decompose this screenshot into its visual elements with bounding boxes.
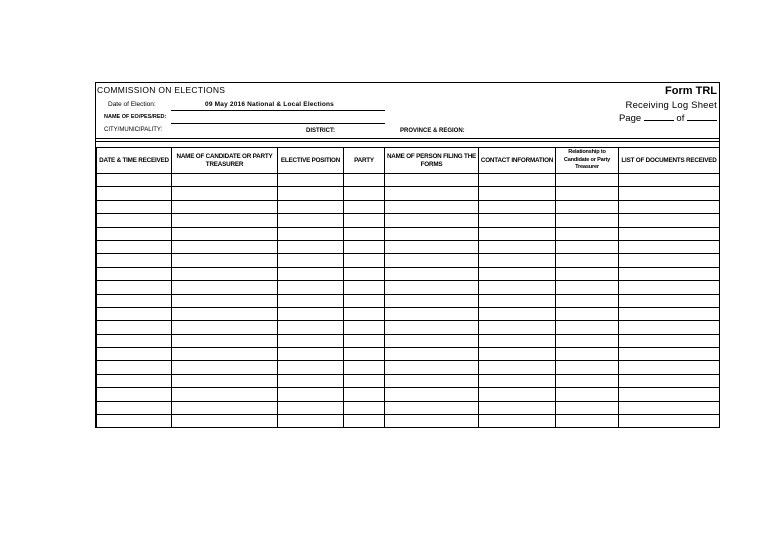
table-cell[interactable]	[619, 388, 720, 401]
table-cell[interactable]	[344, 415, 385, 428]
district-label: DISTRICT:	[306, 128, 335, 134]
column-header: ELECTIVE POSITION	[278, 148, 344, 174]
table-cell[interactable]	[172, 294, 278, 307]
table-cell[interactable]	[344, 361, 385, 374]
table-cell[interactable]	[385, 374, 479, 387]
table-cell[interactable]	[97, 307, 172, 320]
table-cell[interactable]	[278, 321, 344, 334]
table-cell[interactable]	[172, 374, 278, 387]
eo-name-label: NAME OF EO/PES/RED:	[104, 114, 167, 120]
table-cell[interactable]	[385, 415, 479, 428]
table-row	[97, 200, 720, 213]
page-of-label: of	[676, 113, 685, 124]
table-cell[interactable]	[97, 187, 172, 200]
table-cell[interactable]	[97, 294, 172, 307]
table-cell[interactable]	[479, 374, 556, 387]
table-cell[interactable]	[278, 401, 344, 414]
header-divider-bottom	[96, 141, 719, 142]
table-row	[97, 388, 720, 401]
table-cell[interactable]	[172, 254, 278, 267]
table-cell[interactable]	[385, 240, 479, 253]
table-cell[interactable]	[344, 227, 385, 240]
table-cell[interactable]	[344, 294, 385, 307]
table-cell[interactable]	[619, 415, 720, 428]
table-cell[interactable]	[278, 374, 344, 387]
table-cell[interactable]	[479, 254, 556, 267]
table-row	[97, 321, 720, 334]
table-cell[interactable]	[278, 281, 344, 294]
table-cell[interactable]	[385, 361, 479, 374]
table-cell[interactable]	[344, 307, 385, 320]
table-cell[interactable]	[172, 240, 278, 253]
table-row	[97, 174, 720, 187]
receiving-log-table	[96, 147, 720, 428]
table-cell[interactable]	[619, 361, 720, 374]
table-cell[interactable]	[97, 374, 172, 387]
table-cell[interactable]	[278, 240, 344, 253]
table-row	[97, 294, 720, 307]
table-cell[interactable]	[172, 174, 278, 187]
table-cell[interactable]	[479, 267, 556, 280]
table-cell[interactable]	[385, 174, 479, 187]
table-cell[interactable]	[619, 281, 720, 294]
table-cell[interactable]	[278, 214, 344, 227]
table-cell[interactable]	[278, 294, 344, 307]
table-cell[interactable]	[385, 227, 479, 240]
election-date-label: Date of Election:	[108, 101, 156, 108]
table-cell[interactable]	[385, 334, 479, 347]
table-cell[interactable]	[344, 187, 385, 200]
table-cell[interactable]	[556, 388, 619, 401]
table-cell[interactable]	[479, 361, 556, 374]
table-row	[97, 227, 720, 240]
table-cell[interactable]	[97, 174, 172, 187]
page-total-blank[interactable]	[687, 112, 717, 121]
table-cell[interactable]	[619, 214, 720, 227]
table-cell[interactable]	[172, 267, 278, 280]
table-cell[interactable]	[344, 174, 385, 187]
column-header: Relationship to Candidate or Party Treasurer	[556, 148, 619, 174]
table-cell[interactable]	[344, 214, 385, 227]
table-cell[interactable]	[619, 174, 720, 187]
table-cell[interactable]	[556, 415, 619, 428]
table-cell[interactable]	[619, 227, 720, 240]
table-cell[interactable]	[97, 334, 172, 347]
column-header: CONTACT INFORMATION	[479, 148, 556, 174]
table-cell[interactable]	[619, 321, 720, 334]
table-cell[interactable]	[479, 174, 556, 187]
table-row	[97, 401, 720, 414]
table-cell[interactable]	[97, 348, 172, 361]
table-cell[interactable]	[479, 200, 556, 213]
table-cell[interactable]	[97, 200, 172, 213]
table-cell[interactable]	[479, 388, 556, 401]
table-cell[interactable]	[278, 348, 344, 361]
table-cell[interactable]	[619, 401, 720, 414]
table-cell[interactable]	[172, 401, 278, 414]
table-row	[97, 348, 720, 361]
table-cell[interactable]	[556, 321, 619, 334]
table-cell[interactable]	[385, 401, 479, 414]
table-cell[interactable]	[556, 281, 619, 294]
table-cell[interactable]	[385, 294, 479, 307]
header-divider-top	[96, 138, 719, 139]
table-cell[interactable]	[172, 361, 278, 374]
province-label: PROVINCE & REGION:	[400, 128, 465, 134]
table-cell[interactable]	[344, 321, 385, 334]
election-date-value: 09 May 2016 National & Local Elections	[205, 101, 334, 108]
table-cell[interactable]	[619, 307, 720, 320]
table-cell[interactable]	[479, 240, 556, 253]
table-row	[97, 254, 720, 267]
table-cell[interactable]	[385, 254, 479, 267]
table-cell[interactable]	[619, 254, 720, 267]
table-cell[interactable]	[344, 388, 385, 401]
table-cell[interactable]	[172, 227, 278, 240]
table-cell[interactable]	[556, 267, 619, 280]
table-row	[97, 374, 720, 387]
table-cell[interactable]	[278, 254, 344, 267]
table-row	[97, 214, 720, 227]
table-cell[interactable]	[278, 334, 344, 347]
table-row	[97, 361, 720, 374]
table-cell[interactable]	[97, 401, 172, 414]
table-cell[interactable]	[479, 321, 556, 334]
table-cell[interactable]	[278, 388, 344, 401]
table-cell[interactable]	[619, 334, 720, 347]
table-row	[97, 240, 720, 253]
table-cell[interactable]	[344, 374, 385, 387]
table-cell[interactable]	[556, 307, 619, 320]
table-cell[interactable]	[619, 348, 720, 361]
table-cell[interactable]	[344, 267, 385, 280]
table-cell[interactable]	[172, 348, 278, 361]
table-cell[interactable]	[344, 254, 385, 267]
election-date-underline	[171, 110, 385, 111]
table-row	[97, 187, 720, 200]
city-label: CITY/MUNICIPALITY:	[104, 127, 163, 133]
column-header: LIST OF DOCUMENTS RECEIVED	[619, 148, 720, 174]
table-cell[interactable]	[278, 267, 344, 280]
table-row	[97, 415, 720, 428]
table-cell[interactable]	[556, 374, 619, 387]
table-cell[interactable]	[278, 174, 344, 187]
table-cell[interactable]	[556, 187, 619, 200]
table-cell[interactable]	[97, 361, 172, 374]
table-cell[interactable]	[97, 321, 172, 334]
table-row	[97, 267, 720, 280]
table-cell[interactable]	[385, 214, 479, 227]
table-cell[interactable]	[278, 415, 344, 428]
table-cell[interactable]	[479, 348, 556, 361]
page-label: Page	[618, 113, 642, 124]
column-header: PARTY	[344, 148, 385, 174]
table-cell[interactable]	[479, 187, 556, 200]
table-cell[interactable]	[556, 401, 619, 414]
table-cell[interactable]	[344, 281, 385, 294]
table-cell[interactable]	[385, 321, 479, 334]
table-cell[interactable]	[172, 415, 278, 428]
table-cell[interactable]	[385, 200, 479, 213]
table-cell[interactable]	[344, 348, 385, 361]
table-cell[interactable]	[479, 307, 556, 320]
table-cell[interactable]	[479, 401, 556, 414]
table-cell[interactable]	[385, 281, 479, 294]
table-cell[interactable]	[556, 254, 619, 267]
table-cell[interactable]	[278, 187, 344, 200]
table-cell[interactable]	[278, 227, 344, 240]
table-cell[interactable]	[479, 415, 556, 428]
table-cell[interactable]	[385, 307, 479, 320]
table-cell[interactable]	[479, 214, 556, 227]
table-cell[interactable]	[385, 267, 479, 280]
table-cell[interactable]	[97, 227, 172, 240]
sheet-title: Receiving Log Sheet	[625, 100, 717, 111]
table-cell[interactable]	[172, 187, 278, 200]
table-cell[interactable]	[97, 388, 172, 401]
column-header: NAME OF PERSON FILING THE FORMS	[385, 148, 479, 174]
table-cell[interactable]	[556, 334, 619, 347]
page-number-line	[619, 112, 717, 124]
table-cell[interactable]	[479, 294, 556, 307]
table-cell[interactable]	[278, 361, 344, 374]
table-cell[interactable]	[172, 321, 278, 334]
table-cell[interactable]	[619, 374, 720, 387]
table-cell[interactable]	[556, 214, 619, 227]
table-cell[interactable]	[172, 388, 278, 401]
table-cell[interactable]	[97, 240, 172, 253]
table-cell[interactable]	[172, 200, 278, 213]
table-cell[interactable]	[172, 214, 278, 227]
table-cell[interactable]	[619, 187, 720, 200]
table-cell[interactable]	[385, 187, 479, 200]
table-cell[interactable]	[556, 348, 619, 361]
receiving-log-form	[95, 82, 720, 428]
table-cell[interactable]	[619, 294, 720, 307]
table-cell[interactable]	[556, 227, 619, 240]
table-cell[interactable]	[479, 281, 556, 294]
column-header: DATE & TIME RECEIVED	[97, 148, 172, 174]
table-row	[97, 281, 720, 294]
table-cell[interactable]	[344, 200, 385, 213]
table-cell[interactable]	[97, 254, 172, 267]
table-cell[interactable]	[278, 307, 344, 320]
table-cell[interactable]	[479, 334, 556, 347]
table-row	[97, 307, 720, 320]
table-cell[interactable]	[97, 267, 172, 280]
table-cell[interactable]	[172, 334, 278, 347]
table-cell[interactable]	[619, 267, 720, 280]
eo-name-field[interactable]	[171, 123, 385, 124]
table-cell[interactable]	[172, 307, 278, 320]
table-cell[interactable]	[619, 200, 720, 213]
table-cell[interactable]	[97, 415, 172, 428]
table-cell[interactable]	[278, 200, 344, 213]
column-header: NAME OF CANDIDATE OR PARTY TREASURER	[172, 148, 278, 174]
table-cell[interactable]	[344, 401, 385, 414]
table-cell[interactable]	[97, 281, 172, 294]
table-cell[interactable]	[344, 240, 385, 253]
table-cell[interactable]	[556, 240, 619, 253]
form-id: Form TRL	[665, 85, 717, 97]
table-cell[interactable]	[556, 361, 619, 374]
table-cell[interactable]	[385, 388, 479, 401]
table-cell[interactable]	[479, 227, 556, 240]
table-cell[interactable]	[97, 214, 172, 227]
table-cell[interactable]	[556, 200, 619, 213]
page-number-blank[interactable]	[644, 112, 674, 121]
table-cell[interactable]	[556, 174, 619, 187]
table-row	[97, 334, 720, 347]
table-body	[97, 174, 720, 428]
table-cell[interactable]	[556, 294, 619, 307]
table-cell[interactable]	[619, 240, 720, 253]
table-cell[interactable]	[172, 281, 278, 294]
table-header-row	[97, 148, 720, 174]
table-cell[interactable]	[344, 334, 385, 347]
table-cell[interactable]	[385, 348, 479, 361]
organization-name: COMMISSION ON ELECTIONS	[97, 85, 226, 95]
